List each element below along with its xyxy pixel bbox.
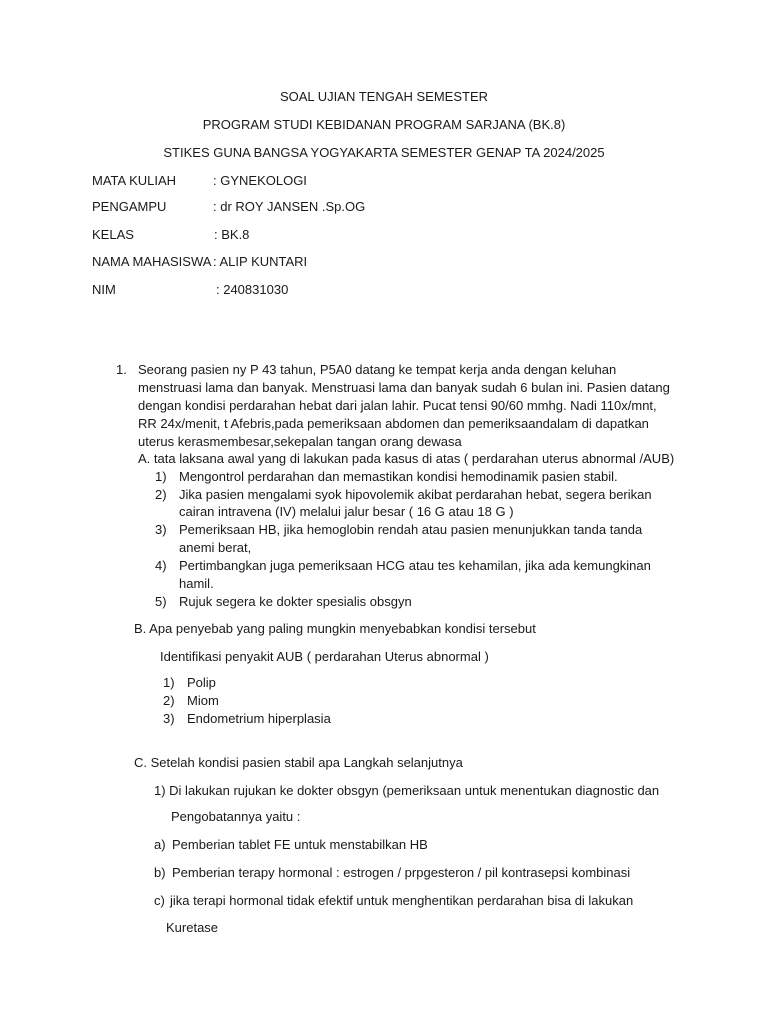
list-item: Jika pasien mengalami syok hipovolemik akibat perdarahan hebat, segera berikan (179, 487, 652, 502)
list-item: Miom (187, 693, 219, 708)
question-text-line: Seorang pasien ny P 43 tahun, P5A0 datang ke tempat kerja anda dengan keluhan (138, 362, 617, 377)
info-label: PENGAMPU (92, 199, 167, 214)
question-text-line: dengan kondisi perdarahan hebat dari jalan lahir. Pucat tensi 90/60 mmhg. Nadi 110x/mnt, (138, 398, 657, 413)
document-title: SOAL UJIAN TENGAH SEMESTER (279, 89, 489, 104)
list-item-cont: cairan intravena (IV) melalui jalur besar ( 16 G atau 18 G ) (179, 504, 514, 519)
question-number: 1. (116, 362, 127, 377)
list-item: Endometrium hiperplasia (187, 711, 331, 726)
part-c-step-cont: Pengobatannya yaitu : (171, 809, 301, 824)
question-text-line: uterus kerasmembesar,sekepalan tangan orang dewasa (138, 434, 462, 449)
info-value: : BK.8 (214, 227, 250, 242)
list-item: Pemberian terapy hormonal : estrogen / prpgesteron / pil kontrasepsi kombinasi (172, 865, 631, 880)
part-a-heading: A. tata laksana awal yang di lakukan pada kasus di atas ( perdarahan uterus abnormal /AUB) (138, 451, 675, 466)
part-c-heading: C. Setelah kondisi pasien stabil apa Langkah selanjutnya (134, 755, 463, 770)
list-number: 4) (155, 558, 167, 573)
list-number: 3) (163, 711, 175, 726)
list-label: a) (154, 837, 166, 852)
list-label: c) (154, 893, 165, 908)
info-label: NIM (92, 282, 116, 297)
part-b-heading: B. Apa penyebab yang paling mungkin menyebabkan kondisi tersebut (134, 621, 536, 636)
list-item-cont: anemi berat, (179, 540, 252, 555)
info-value: : ALIP KUNTARI (213, 254, 308, 269)
info-value: : dr ROY JANSEN .Sp.OG (213, 199, 366, 214)
list-number: 5) (155, 594, 167, 609)
list-item-cont: Kuretase (166, 920, 219, 935)
institution-title: STIKES GUNA BANGSA YOGYAKARTA SEMESTER GENAP TA 2024/2025 (163, 145, 605, 160)
info-value: : GYNEKOLOGI (213, 173, 307, 188)
list-label: b) (154, 865, 166, 880)
list-number: 2) (163, 693, 175, 708)
list-number: 1) (155, 469, 167, 484)
list-number: 1) (163, 675, 175, 690)
list-item: jika terapi hormonal tidak efektif untuk menghentikan perdarahan bisa di lakukan (170, 893, 634, 908)
part-b-subheading: Identifikasi penyakit AUB ( perdarahan Uterus abnormal ) (160, 649, 489, 664)
info-label: NAMA MAHASISWA (92, 254, 212, 269)
list-item: Rujuk segera ke dokter spesialis obsgyn (179, 594, 412, 609)
list-item-cont: hamil. (179, 576, 214, 591)
info-value: : 240831030 (216, 282, 289, 297)
question-text-line: menstruasi lama dan banyak. Menstruasi lama dan banyak sudah 6 bulan ini. Pasien datang (138, 380, 670, 395)
list-number: 3) (155, 522, 167, 537)
list-item: Pemeriksaan HB, jika hemoglobin rendah atau pasien menunjukkan tanda tanda (179, 522, 643, 537)
list-item: Pertimbangkan juga pemeriksaan HCG atau tes kehamilan, jika ada kemungkinan (179, 558, 651, 573)
list-number: 2) (155, 487, 167, 502)
question-text-line: RR 24x/menit, t Afebris,pada pemeriksaan abdomen dan pemeriksaandalam di dapatkan (138, 416, 649, 431)
program-title: PROGRAM STUDI KEBIDANAN PROGRAM SARJANA (BK.8) (202, 117, 566, 132)
list-item: Polip (187, 675, 216, 690)
list-item: Mengontrol perdarahan dan memastikan kondisi hemodinamik pasien stabil. (179, 469, 618, 484)
list-item: Pemberian tablet FE untuk menstabilkan HB (172, 837, 428, 852)
info-label: KELAS (92, 227, 134, 242)
info-label: MATA KULIAH (92, 173, 177, 188)
part-c-step: 1) Di lakukan rujukan ke dokter obsgyn (pemeriksaan untuk menentukan diagnostic dan (154, 783, 660, 798)
